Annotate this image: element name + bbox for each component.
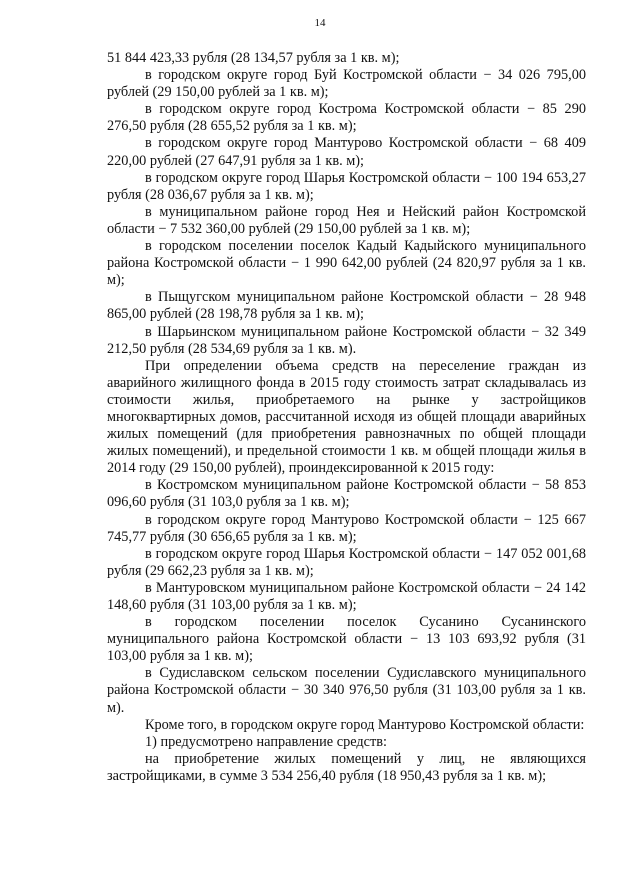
page-number: 14 (314, 17, 326, 29)
paragraph: на приобретение жилых помещений у лиц, не являющихся застройщиками, в сумме 3 534 256,40 рубля (18 950,43 рубля за 1 кв. м); (107, 750, 586, 784)
paragraph: 51 844 423,33 рубля (28 134,57 рубля за 1 кв. м); (107, 50, 400, 66)
paragraph: в городском округе город Мантурово Костромской области − 68 409 220,00 рублей (27 647,91 рубля за 1 кв. м); (107, 135, 586, 169)
paragraph: в городском поселении поселок Кадый Кадыйского муниципального района Костромской области − 1 990 642,00 рублей (24 820,97 рубля за 1 кв. м); (107, 238, 586, 289)
paragraph: в Пыщугском муниципальном районе Костромской области − 28 948 865,00 рублей (28 198,78 рубля за 1 кв. м); (107, 289, 586, 323)
paragraph: Кроме того, в городском округе город Мантурово Костромской области: (145, 716, 585, 733)
paragraph: в Шарьинском муниципальном районе Костромской области − 32 349 212,50 рубля (28 534,69 рубля за 1 кв. м). (107, 323, 586, 357)
paragraph: в городском округе город Буй Костромской области − 34 026 795,00 рублей (29 150,00 рублей за 1 кв. м); (107, 67, 586, 101)
paragraph: в Костромском муниципальном районе Костромской области − 58 853 096,60 рубля (31 103,0 рубля за 1 кв. м); (107, 477, 586, 511)
paragraph: в городском округе город Кострома Костромской области − 85 290 276,50 рубля (28 655,52 рубля за 1 кв. м); (107, 101, 586, 135)
paragraph: в городском поселении поселок Сусанино Сусанинского муниципального района Костромской области − 13 103 693,92 рубля (31 103,00 рубля за 1 кв. м); (107, 614, 586, 665)
paragraph: в Мантуровском муниципальном районе Костромской области − 24 142 148,60 рубля (31 103,00 рубля за 1 кв. м); (107, 579, 586, 613)
paragraph: 1) предусмотрено направление средств: (145, 733, 387, 750)
paragraph: в муниципальном районе город Нея и Нейский район Костромской области − 7 532 360,00 рублей (29 150,00 рублей за 1 кв. м); (107, 203, 586, 237)
paragraph: в городском округе город Шарья Костромской области − 100 194 653,27 рубля (28 036,67 рубля за 1 кв. м); (107, 169, 586, 203)
paragraph: в городском округе город Шарья Костромской области − 147 052 001,68 рубля (29 662,23 рубля за 1 кв. м); (107, 545, 586, 579)
paragraph: в Судиславском сельском поселении Судиславского муниципального района Костромской области − 30 340 976,50 рубля (31 103,00 рубля за 1 кв. м). (107, 665, 586, 716)
document-body (107, 50, 586, 785)
paragraph: При определении объема средств на переселение граждан из аварийного жилищного фонда в 2015 году стоимость затрат складывалась из стоимости жилья, приобретаемого на рынке у застройщиков многоквартирных домов, рассчитанной исходя из общей площади аварийных жилых помещений (для приобретения равнозначных по общей площади жилых помещений), и предельной стоимости 1 кв. м общей площади жилья в 2014 году (29 150,00 рублей), проиндексированной к 2015 году: (107, 357, 586, 477)
paragraph: в городском округе город Мантурово Костромской области − 125 667 745,77 рубля (30 656,65 рубля за 1 кв. м); (107, 511, 586, 545)
